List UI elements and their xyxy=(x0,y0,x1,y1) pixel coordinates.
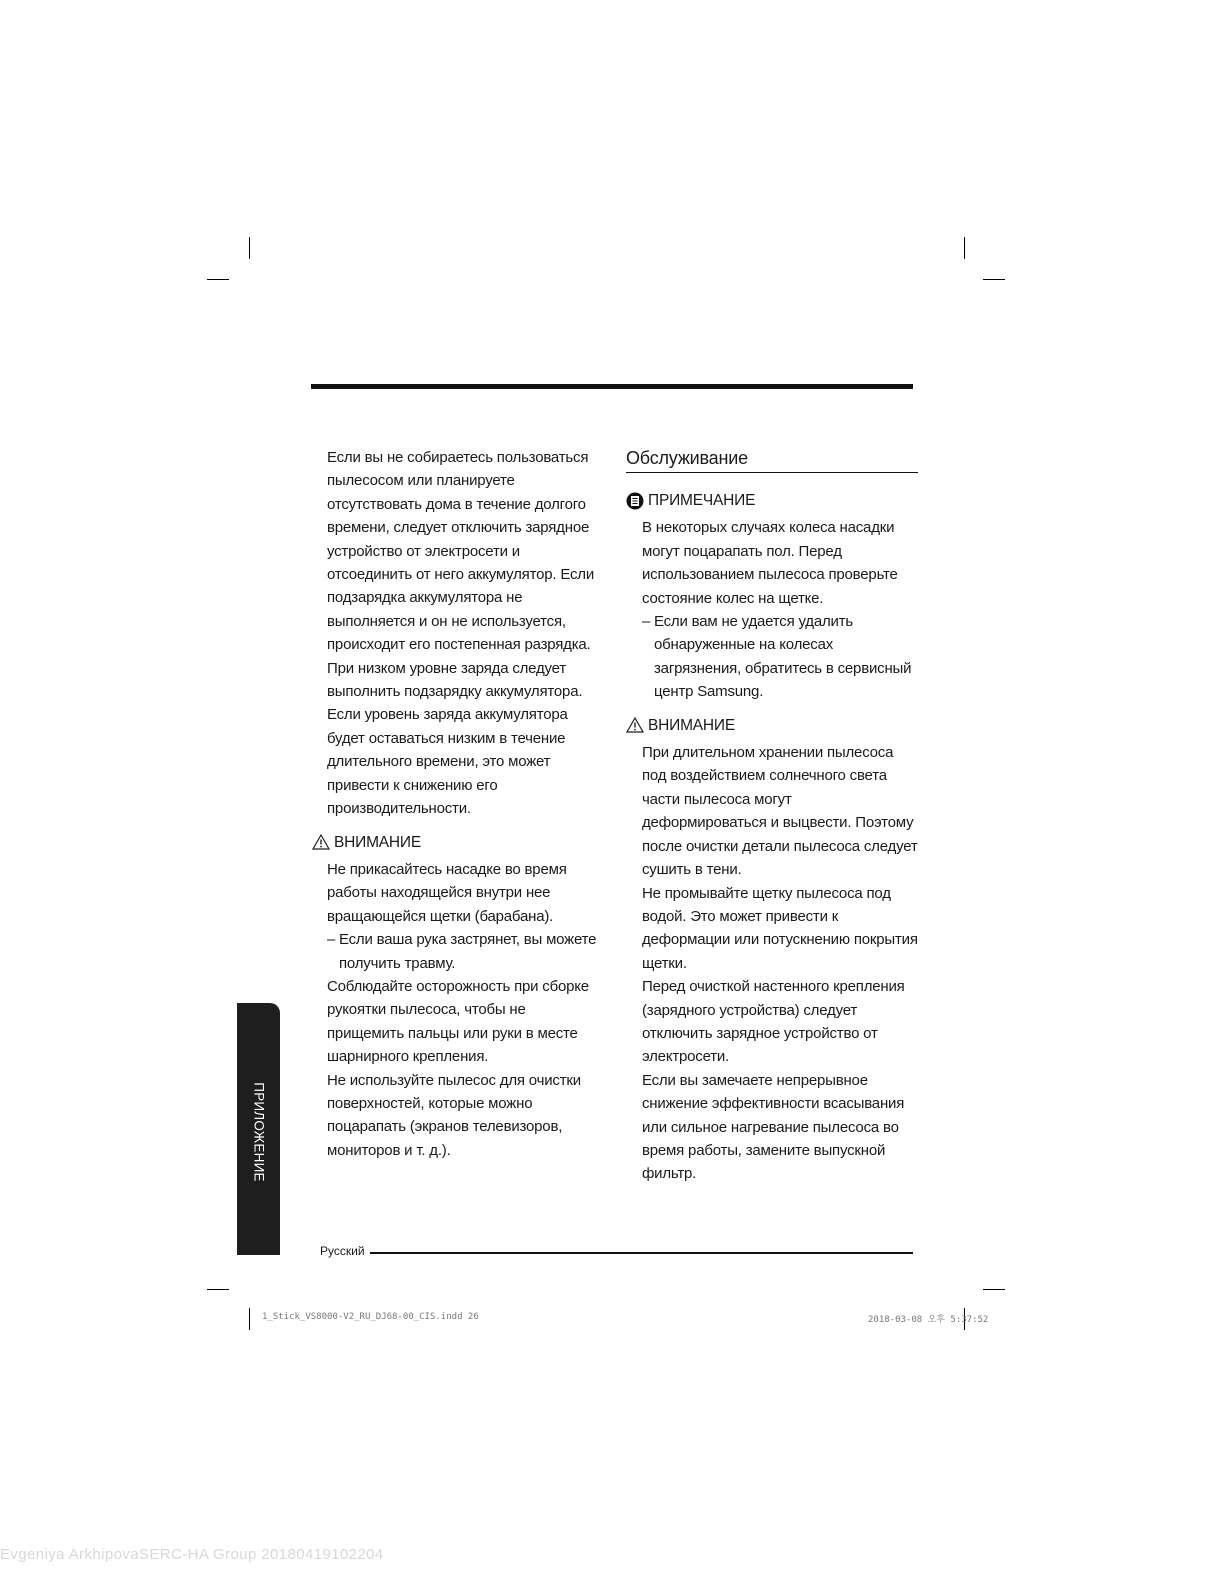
battery-paragraph-3: Если уровень заряда аккумулятора будет оставаться низким в течение длительного времени, это может привести к снижению его производительности. xyxy=(327,706,568,818)
side-tab-label: ПРИЛОЖЕНИЕ xyxy=(251,1082,267,1182)
crop-mark xyxy=(207,1289,229,1290)
battery-paragraph-2: При низком уровне заряда следует выполнить подзарядку аккумулятора. xyxy=(327,659,583,701)
caution-dash-item xyxy=(327,928,602,975)
note-dash-text: Если вам не удается удалить обнаруженные на колесах загрязнения, обратитесь в сервисный центр Samsung. xyxy=(654,613,912,701)
caution-text-right-4: Если вы замечаете непрерывное снижение эффективности всасывания или сильное нагревание пылесоса во время работы, замените выпускной фильтр. xyxy=(642,1071,905,1183)
warning-triangle-icon xyxy=(312,834,330,850)
crop-mark xyxy=(207,279,229,280)
right-column xyxy=(626,446,918,1186)
dash-marker: – xyxy=(642,613,651,631)
note-dash-item xyxy=(642,610,918,704)
crop-mark xyxy=(983,279,1005,280)
caution-text-right-1: При длительном хранении пылесоса под воздействием солнечного света части пылесоса могут деформироваться и выцвести. Поэтому после очистки детали пылесоса следует сушить в тени. xyxy=(642,744,918,879)
watermark: Evgeniya ArkhipovaSERC-HA Group 20180419102204 xyxy=(0,1546,384,1563)
crop-mark xyxy=(983,1289,1005,1290)
caution-heading-label: ВНИМАНИЕ xyxy=(648,716,735,734)
caution-text-right-3: Перед очисткой настенного крепления (зарядного устройства) следует отключить зарядное устройство от электросети. xyxy=(642,978,905,1066)
caution-body-right xyxy=(626,741,918,1186)
caution-text-3: Не используйте пылесос для очистки поверхностей, которые можно поцарапать (экранов телевизоров, мониторов и т. д.). xyxy=(327,1071,581,1159)
crop-mark xyxy=(249,1308,250,1330)
crop-mark xyxy=(249,237,250,259)
section-title: Обслуживание xyxy=(626,446,918,473)
crop-mark xyxy=(964,237,965,259)
left-column xyxy=(327,446,602,1162)
dash-marker: – xyxy=(327,931,336,949)
caution-heading-label: ВНИМАНИЕ xyxy=(334,833,421,851)
note-body xyxy=(626,516,918,703)
caution-heading-right xyxy=(626,714,918,737)
footer-rule xyxy=(370,1252,913,1254)
caution-text-2: Соблюдайте осторожность при сборке рукоятки пылесоса, чтобы не прищемить пальцы или руки в месте шарнирного крепления. xyxy=(327,977,589,1066)
note-document-icon xyxy=(626,492,644,510)
caution-text-1: Не прикасайтесь насадке во время работы находящейся внутри нее вращающейся щетки (барабана). xyxy=(327,860,567,925)
caution-text-right-2: Не промывайте щетку пылесоса под водой. Это может привести к деформации или потускнению покрытия щетки. xyxy=(642,884,918,972)
battery-paragraph-1: Если вы не собираетесь пользоваться пылесосом или планируете отсутствовать дома в течение долгого времени, следует отключить зарядное устройство от электросети и отсоединить от него аккумулятор. Если подзарядка аккумулятора не выполняется и он не используется, происходит его постепенная разрядка. xyxy=(327,449,594,654)
caution-dash-text: Если ваша рука застрянет, вы можете получить травму. xyxy=(339,931,597,972)
warning-triangle-icon xyxy=(626,717,644,733)
slug-timestamp: 2018-03-08 오후 5:37:52 xyxy=(868,1315,989,1325)
note-heading xyxy=(626,489,918,512)
note-heading-label: ПРИМЕЧАНИЕ xyxy=(648,492,756,509)
note-text-1: В некоторых случаях колеса насадки могут поцарапать пол. Перед использованием пылесоса проверьте состояние колес на щетке. xyxy=(642,519,898,607)
caution-heading xyxy=(312,831,602,854)
slug-file-info: 1_Stick_VS8000-V2_RU_DJ68-00_CIS.indd 26 xyxy=(262,1312,479,1322)
header-rule xyxy=(311,384,913,389)
footer-language: Русский xyxy=(320,1244,365,1258)
